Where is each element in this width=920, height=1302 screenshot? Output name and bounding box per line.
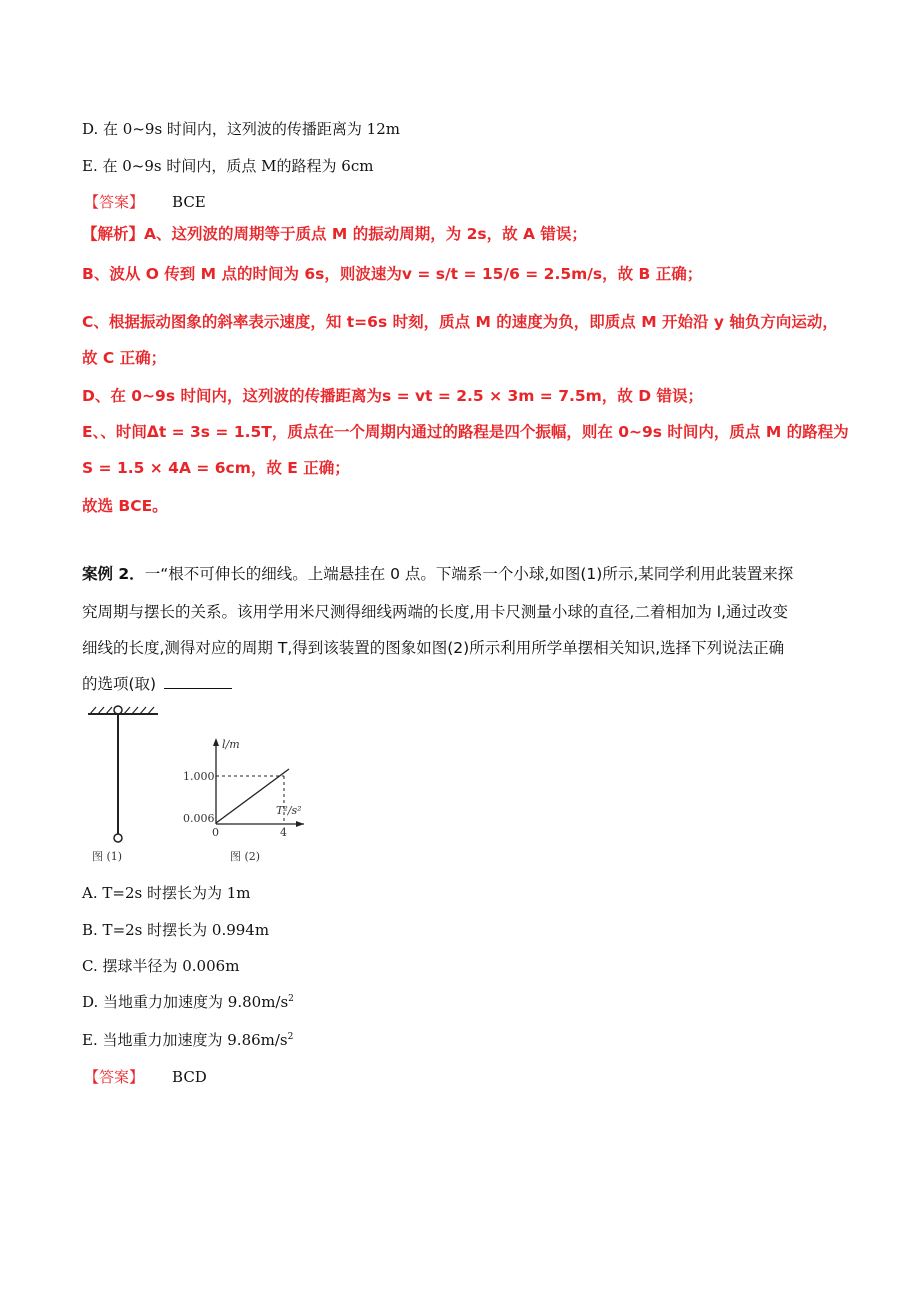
case2-line4-text: 的选项(取)	[82, 675, 157, 693]
analysis-a-text: A、这列波的周期等于质点 M 的振动周期，为 2s，故 A 错误；	[144, 225, 587, 243]
y-axis-arrow	[213, 738, 219, 746]
fig1-label: 图 (1)	[92, 850, 123, 863]
analysis-c1: C、根据振动图象的斜率表示速度，知 t=6s 时刻，质点 M 的速度为负，即质点 M 开始沿 y 轴负方向运动，	[82, 313, 838, 331]
pivot-point	[114, 706, 122, 714]
option2-e-text: E. 当地重力加速度为 9.86m/s	[82, 1031, 288, 1049]
analysis-conclusion: 故选 BCE。	[82, 497, 168, 515]
answer-1	[84, 191, 206, 212]
analysis-e1: E、、时间Δt = 3s = 1.5T，质点在一个周期内通过的路程是四个振幅，则在 0~9s 时间内，质点 M 的路程为	[82, 423, 849, 441]
y-tick-bottom: 0.006	[183, 812, 215, 825]
option2-e-sup: 2	[287, 1032, 294, 1042]
fig2-label: 图 (2)	[230, 850, 261, 863]
origin-label: 0	[212, 826, 219, 839]
answer-tag: 【答案】	[84, 193, 145, 211]
option2-d	[82, 991, 294, 1012]
pendulum-figure	[84, 700, 304, 868]
answer2-value: BCD	[172, 1068, 207, 1086]
analysis-c2: 故 C 正确；	[82, 349, 167, 367]
option2-e	[82, 1029, 293, 1050]
analysis-a	[82, 222, 587, 244]
answer-value: BCE	[172, 193, 206, 211]
option-e: E. 在 0~9s 时间内，质点 M的路程为 6cm	[82, 157, 374, 175]
x-axis-label: T²/s²	[276, 804, 302, 817]
option2-d-text: D. 当地重力加速度为 9.80m/s	[82, 993, 289, 1011]
option2-b: B. T=2s 时摆长为 0.994m	[82, 921, 270, 939]
x-axis-arrow	[296, 821, 304, 827]
case2-line2: 究周期与摆长的关系。该用学用米尺测得细线两端的长度,用卡尺测量小球的直径,二着相加为 l,通过改变	[82, 603, 789, 621]
answer-2	[84, 1066, 207, 1087]
y-axis-label: l/m	[222, 738, 240, 751]
option2-d-sup: 2	[288, 994, 294, 1004]
case2-label: 案例 2．	[82, 565, 145, 583]
option-d: D. 在 0~9s 时间内，这列波的传播距离为 12m	[82, 120, 400, 138]
case2-line3: 细线的长度,测得对应的周期 T,得到该装置的图象如图(2)所示利用所学单摆相关知识,选择下列说法正确	[82, 639, 785, 657]
case2-line4	[82, 672, 232, 694]
case2-line1-text: 一“根不可伸长的细线。上端悬挂在 0 点。下端系一个小球,如图(1)所示,某同学利用此装置来探	[144, 565, 794, 583]
case2-line1	[82, 562, 793, 584]
option2-a: A. T=2s 时摆长为为 1m	[82, 884, 251, 902]
answer-blank	[164, 674, 232, 689]
y-tick-top: 1.000	[183, 770, 215, 783]
option2-c: C. 摆球半径为 0.006m	[82, 957, 240, 975]
analysis-e2: S = 1.5 × 4A = 6cm，故 E 正确；	[82, 459, 350, 477]
pendulum-ball	[114, 834, 122, 842]
answer2-tag: 【答案】	[84, 1068, 145, 1086]
analysis-b: B、波从 O 传到 M 点的时间为 6s，则波速为v = s/t = 15/6 = 2.5m/s，故 B 正确；	[82, 265, 703, 283]
analysis-tag: 【解析】	[82, 225, 145, 243]
analysis-d: D、在 0~9s 时间内，这列波的传播距离为s = vt = 2.5 × 3m = 7.5m，故 D 错误；	[82, 387, 703, 405]
x-tick: 4	[280, 826, 287, 839]
